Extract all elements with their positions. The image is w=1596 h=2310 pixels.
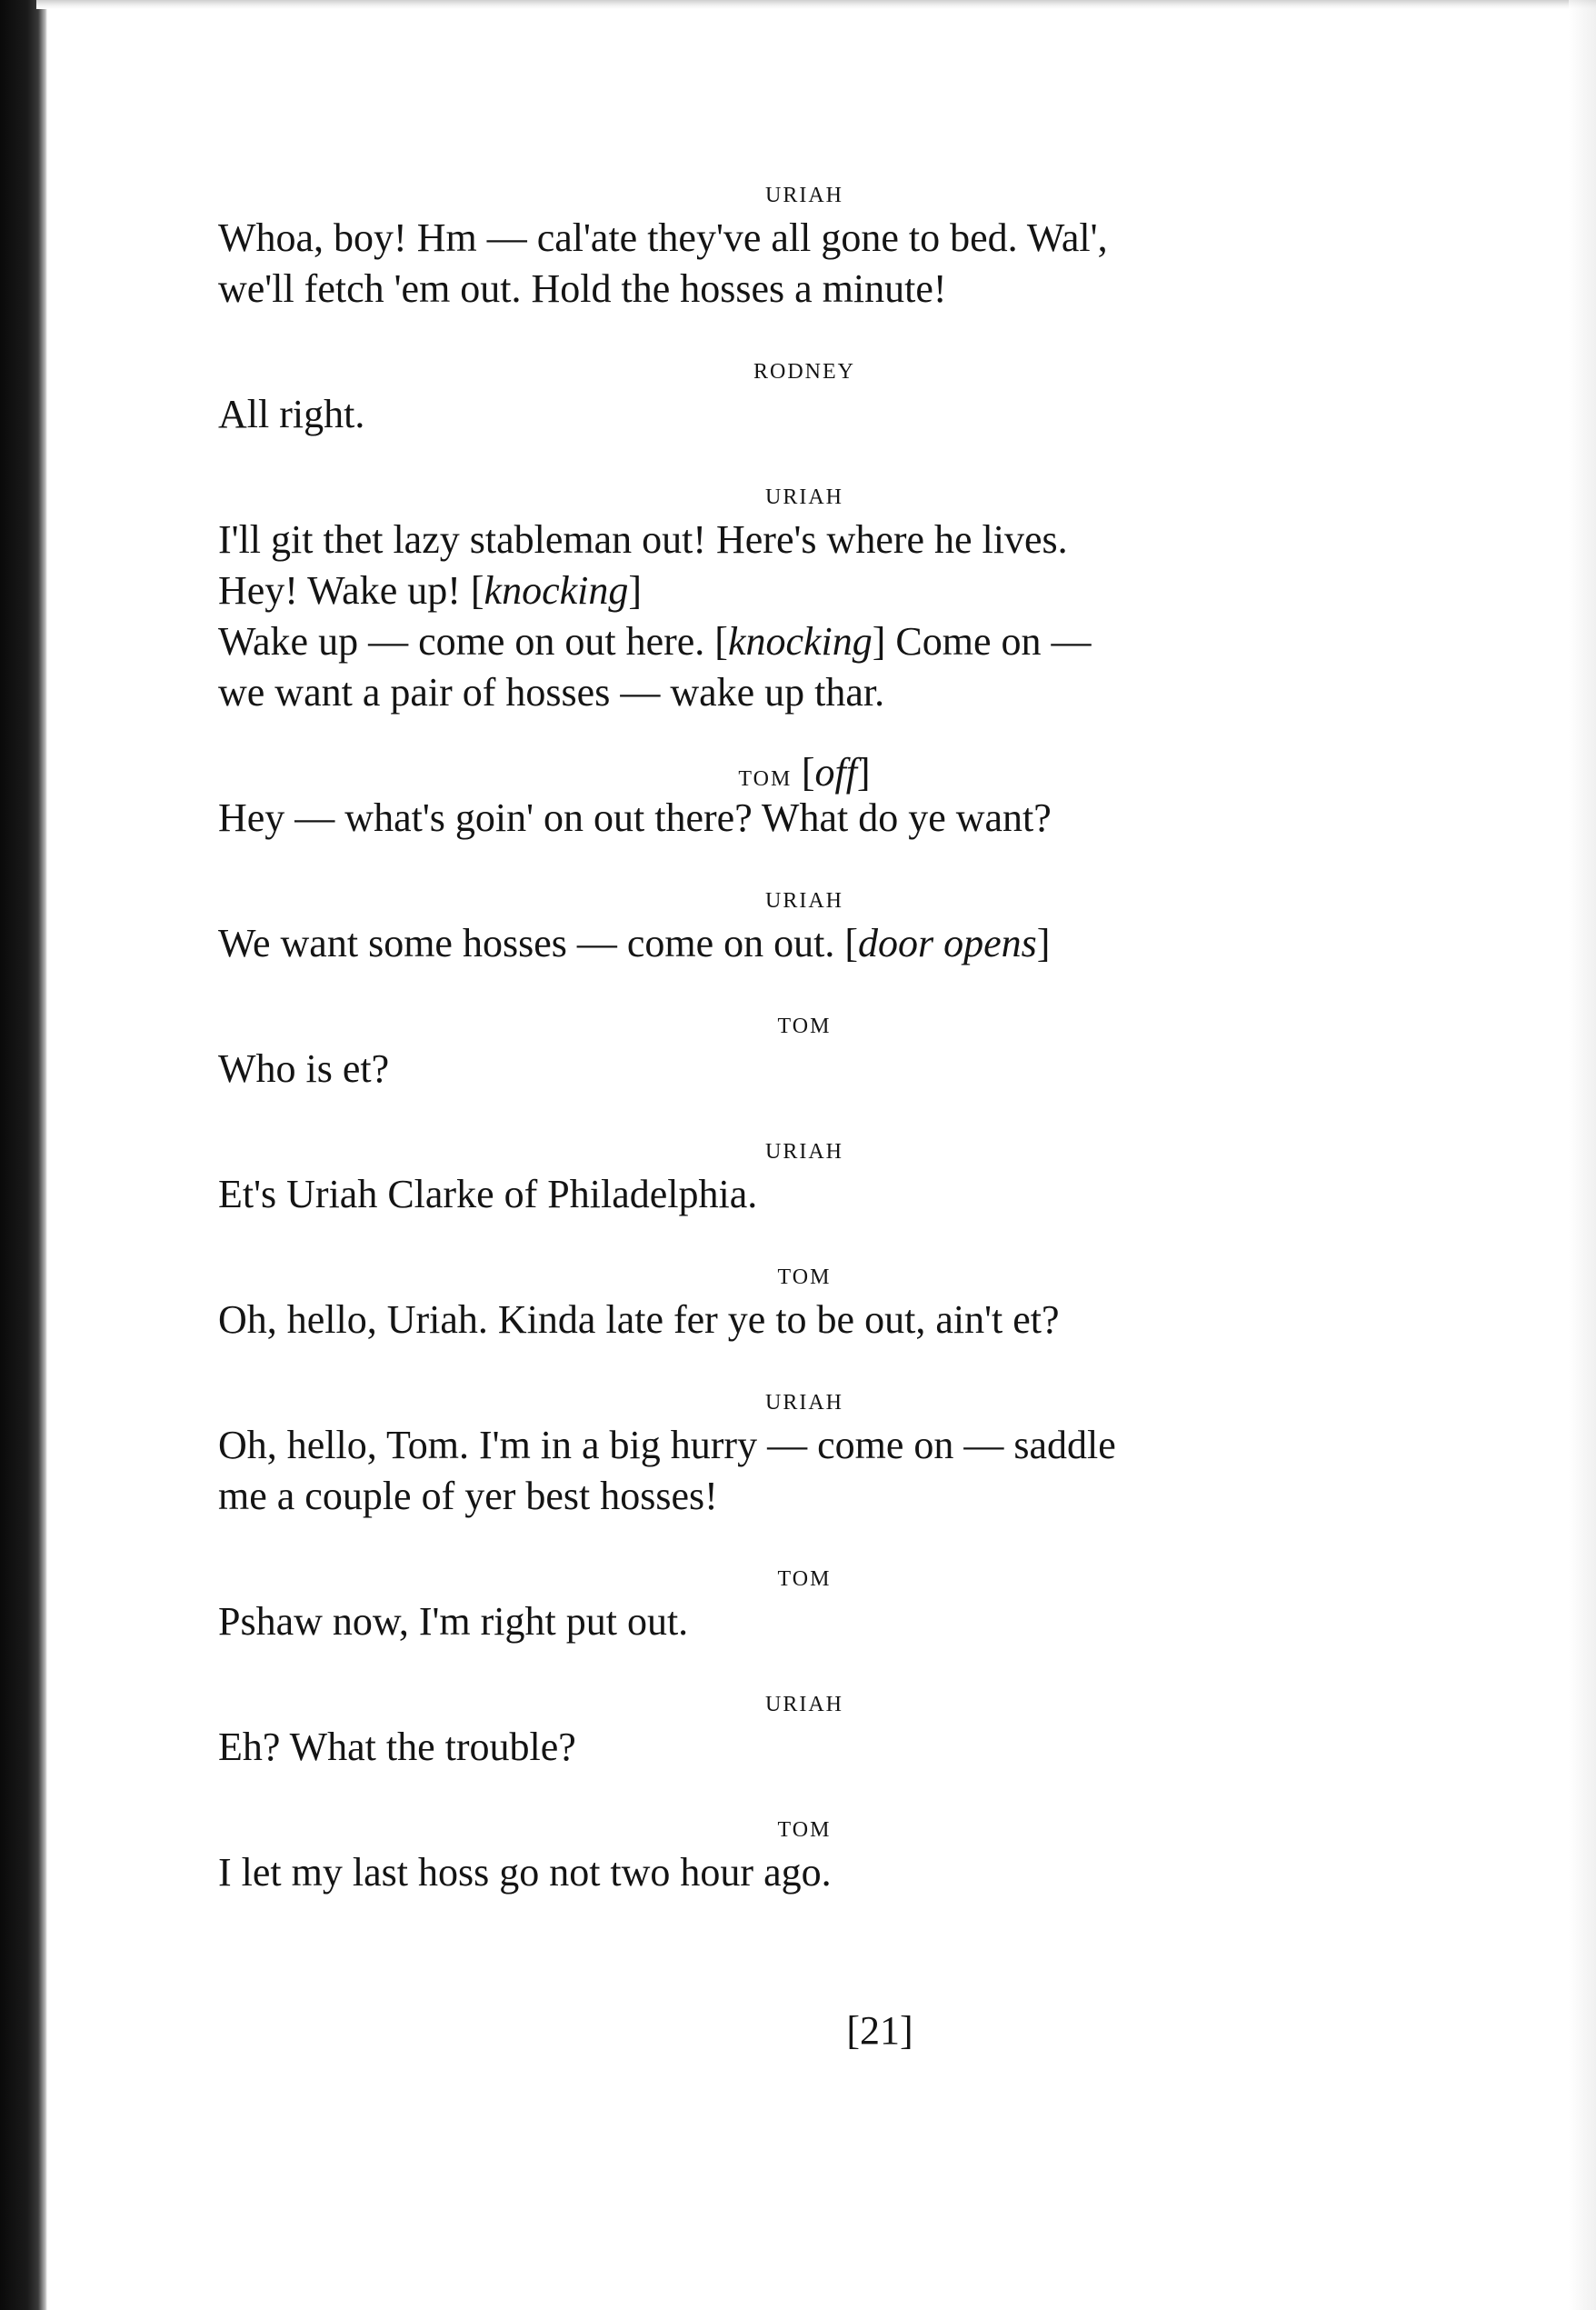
speaker-name: uriah (765, 1132, 843, 1165)
dialogue-line: We want some hosses — come on out. [door opens] (218, 921, 1051, 965)
dialogue-block (218, 1255, 1327, 1345)
page-number: [21] (846, 2008, 913, 2053)
speaker-name: uriah (765, 477, 843, 511)
page-top-edge (36, 0, 1596, 9)
script-body (218, 173, 1327, 1933)
dialogue-line: we want a pair of hosses — wake up thar. (218, 670, 885, 715)
dialogue-block (218, 475, 1327, 718)
dialogue-line: we'll fetch 'em out. Hold the hosses a minute! (218, 266, 947, 311)
dialogue-line: Hey — what's goin' on out there? What do ye want? (218, 795, 1052, 840)
dialogue-block (218, 1004, 1327, 1095)
line-text: Wake up — come on out here. (218, 619, 715, 664)
stage-direction: door opens (858, 921, 1037, 965)
stage-direction: knocking (727, 619, 873, 664)
line-text: We want some hosses — come on out. (218, 921, 845, 965)
speaker-name: uriah (765, 881, 843, 915)
dialogue-line: Wake up — come on out here. [knocking] Come on — (218, 619, 1092, 664)
dialogue-line: Eh? What the trouble? (218, 1725, 576, 1769)
speaker-name: tom (777, 1257, 832, 1291)
dialogue-block (218, 1380, 1327, 1522)
speaker-name: rodney (753, 352, 855, 385)
dialogue-block (218, 1682, 1327, 1773)
speaker-name: tom (777, 1559, 832, 1593)
dialogue-line: I let my last hoss go not two hour ago. (218, 1850, 832, 1895)
speaker-name: tom (777, 1006, 832, 1040)
dialogue-line: I'll git thet lazy stableman out! Here's where he lives. (218, 517, 1068, 562)
speaker-name: uriah (765, 1685, 843, 1718)
line-text: Hey! Wake up! (218, 568, 471, 613)
page-right-edge (1569, 0, 1596, 2310)
dialogue-block (218, 1556, 1327, 1647)
speaker-name: tom (777, 1810, 832, 1844)
dialogue-line: Oh, hello, Uriah. Kinda late fer ye to be out, ain't et? (218, 1297, 1060, 1342)
dialogue-block (218, 750, 1327, 844)
dialogue-line: Pshaw now, I'm right put out. (218, 1599, 689, 1644)
dialogue-line: Hey! Wake up! [knocking] (218, 568, 643, 613)
speaker-name: uriah (765, 1383, 843, 1416)
dialogue-line: Who is et? (218, 1046, 390, 1091)
dialogue-line: Whoa, boy! Hm — cal'ate they've all gone to bed. Wal', (218, 215, 1108, 260)
dialogue-block (218, 878, 1327, 969)
dialogue-line: Oh, hello, Tom. I'm in a big hurry — come on — saddle (218, 1423, 1116, 1467)
page-binding-edge (0, 0, 47, 2310)
speaker-name: tom [off] (738, 750, 871, 795)
dialogue-block (218, 349, 1327, 440)
stage-direction: off (814, 750, 857, 795)
stage-direction: knocking (484, 568, 629, 613)
dialogue-block (218, 1807, 1327, 1898)
dialogue-block (218, 173, 1327, 315)
speaker-name: uriah (765, 175, 843, 209)
dialogue-block (218, 1129, 1327, 1220)
dialogue-line: Et's Uriah Clarke of Philadelphia. (218, 1172, 758, 1216)
dialogue-line: All right. (218, 392, 365, 436)
dialogue-line: me a couple of yer best hosses! (218, 1474, 718, 1518)
speaker-label: tom (738, 759, 793, 793)
line-text: Come on — (885, 619, 1092, 664)
